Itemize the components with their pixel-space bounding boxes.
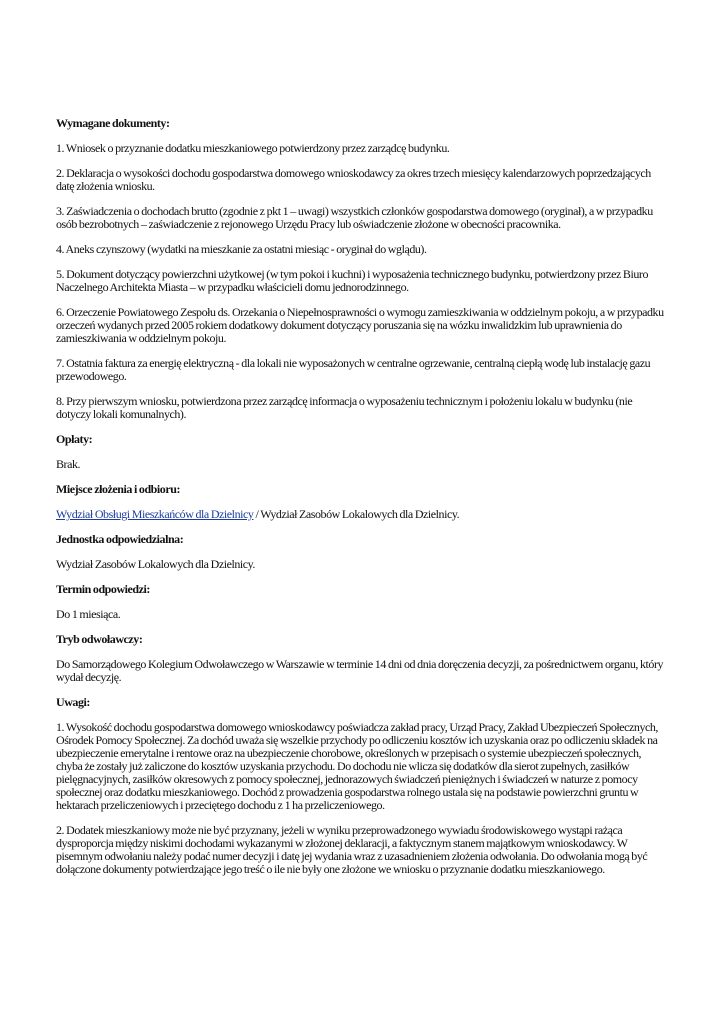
remarks-heading: Uwagi: [56, 695, 90, 709]
required-document-item: 5. Dokument dotyczący powierzchni użytkowej (w tym pokoi i kuchni) i wyposażenia technicznego budynku, potwierdzony przez Biuro Naczelnego Architekta Miasta – w przypadku właścicieli domu jednorodzinnego. [56, 267, 648, 294]
appeal-heading: Tryb odwoławczy: [56, 632, 143, 646]
responsible-unit-heading: Jednostka odpowiedzialna: [56, 532, 184, 546]
responsible-unit-text: Wydział Zasobów Lokalowych dla Dzielnicy. [56, 557, 255, 571]
required-document-item: 7. Ostatnia faktura za energię elektryczną - dla lokali nie wyposażonych w centralne ogrzewanie, centralną ciepłą wodę lub instalację gazu przewodowego. [56, 356, 651, 383]
required-document-item: 6. Orzeczenie Powiatowego Zespołu ds. Orzekania o Niepełnosprawności o wymogu zamieszkiwania w oddzielnym pokoju, a w przypadku orzeczeń wydanych przed 2005 rokiem dodatkowy dokument dotyczący poruszania się na wózku inwalidzkim lub uprawnienia do zamieszkiwania w oddzielnym pokoju. [56, 305, 664, 345]
office-link[interactable]: Wydział Obsługi Mieszkańców dla Dzielnicy [56, 507, 254, 521]
place-text [56, 508, 668, 521]
place-rest-text: / Wydział Zasobów Lokalowych dla Dzielnicy. [253, 507, 460, 521]
place-heading: Miejsce złożenia i odbioru: [56, 482, 180, 496]
required-document-item: 4. Aneks czynszowy (wydatki na mieszkanie za ostatni miesiąc - oryginał do wglądu). [56, 242, 427, 256]
appeal-text: Do Samorządowego Kolegium Odwoławczego w Warszawie w terminie 14 dni od dnia doręczenia decyzji, za pośrednictwem organu, który wydał decyzję. [56, 657, 664, 684]
remark-item: 1. Wysokość dochodu gospodarstwa domowego wnioskodawcy poświadcza zakład pracy, Urząd Pracy, Zakład Ubezpieczeń Społecznych, Ośrodek Pomocy Społecznej. Za dochód uważa się wszelkie przychody po odliczeniu kosztów ich uzyskania oraz po odliczeniu składek na ubezpieczenie emerytalne i rentowe oraz na ubezpieczenie chorobowe, określonych w przepisach o systemie ubezpieczeń społecznych, chyba że zostały już zaliczone do kosztów uzyskania przychodu. Do dochodu nie wlicza się dodatków dla sierot zupełnych, zasiłków pielęgnacyjnych, zasiłków okresowych z pomocy społecznej, jednorazowych świadczeń pieniężnych i świadczeń w naturze z pomocy społecznej oraz dodatku mieszkaniowego. Dochód z prowadzenia gospodarstwa rolnego ustala się na podstawie powierzchni gruntu w hektarach przeliczeniowych i przeciętego dochodu z 1 ha przeliczeniowego. [56, 720, 658, 812]
required-document-item: 8. Przy pierwszym wniosku, potwierdzona przez zarządcę informacja o wyposażeniu technicznym i położeniu lokalu w budynku (nie dotyczy lokali komunalnych). [56, 394, 633, 421]
document-page [56, 117, 668, 888]
response-deadline-text: Do 1 miesiąca. [56, 607, 121, 621]
response-deadline-heading: Termin odpowiedzi: [56, 582, 150, 596]
required-document-item: 2. Deklaracja o wysokości dochodu gospodarstwa domowego wnioskodawcy za okres trzech miesięcy kalendarzowych poprzedzających datę złożenia wniosku. [56, 166, 651, 193]
remark-item: 2. Dodatek mieszkaniowy może nie być przyznany, jeżeli w wyniku przeprowadzonego wywiadu środowiskowego wystąpi rażąca dysproporcja między niskimi dochodami wykazanymi w złożonej deklaracji, a faktycznym stanem majątkowym wnioskodawcy. W pisemnym odwołaniu należy podać numer decyzji i datę jej wydania wraz z uzasadnieniem złożenia odwołania. Do odwołania mogą być dołączone dokumenty potwierdzające jego treść o ile nie były one złożone we wniosku o przyznanie dodatku mieszkaniowego. [56, 823, 648, 876]
required-document-item: 3. Zaświadczenia o dochodach brutto (zgodnie z pkt 1 – uwagi) wszystkich członków gospodarstwa domowego (oryginał), a w przypadku osób bezrobotnych – zaświadczenie z rejonowego Urzędu Pracy lub oświadczenie złożone w obecności pracownika. [56, 204, 653, 231]
fees-text: Brak. [56, 457, 81, 471]
required-documents-heading: Wymagane dokumenty: [56, 116, 170, 130]
required-document-item: 1. Wniosek o przyznanie dodatku mieszkaniowego potwierdzony przez zarządcę budynku. [56, 141, 450, 155]
fees-heading: Opłaty: [56, 432, 93, 446]
